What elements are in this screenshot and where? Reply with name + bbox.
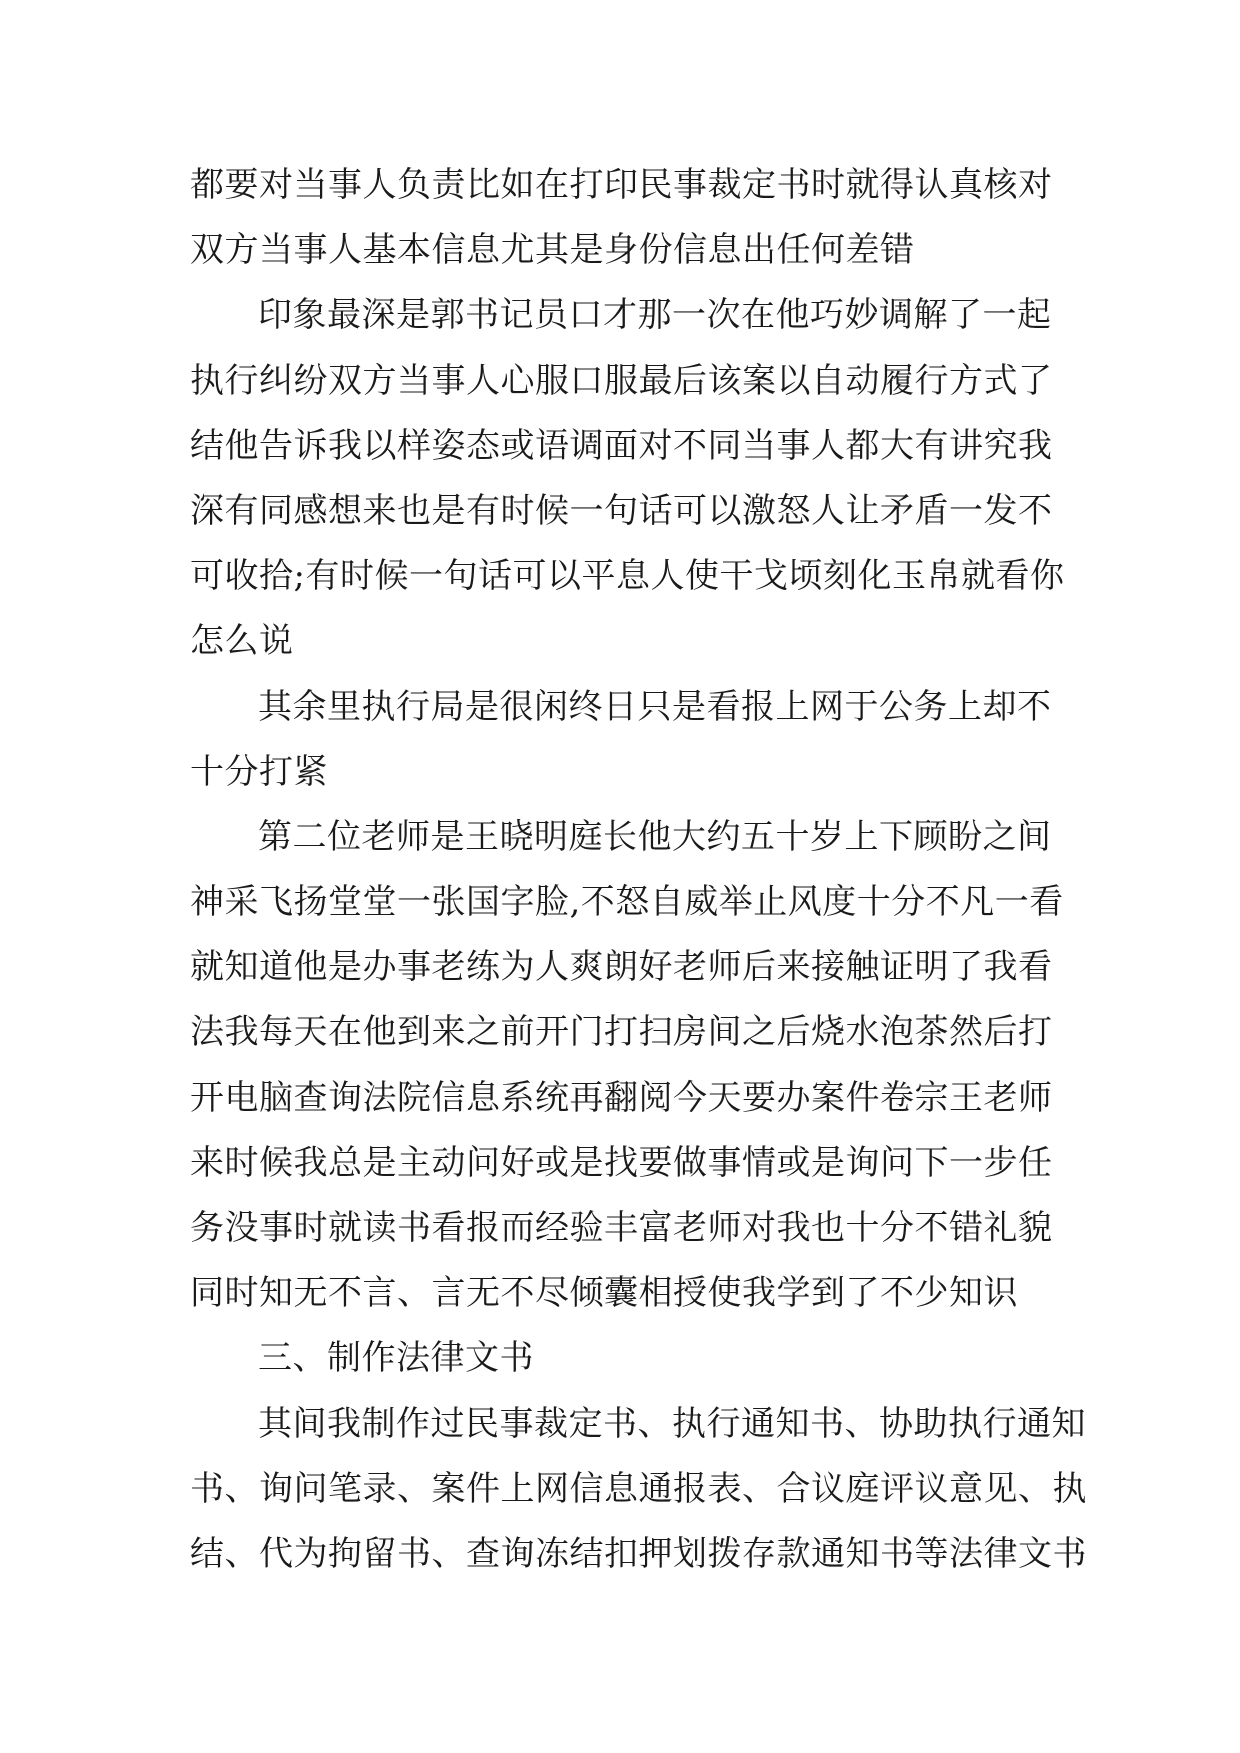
text-line: 务没事时就读书看报而经验丰富老师对我也十分不错礼貌 (190, 1208, 1053, 1248)
text-line: 可收拾;有时候一句话可以平息人使干戈顷刻化玉帛就看你 (190, 556, 1065, 597)
text-line: 双方当事人基本信息尤其是身份信息出任何差错 (190, 230, 915, 271)
text-line: 十分打紧 (190, 751, 328, 792)
text-line: 执行纠纷双方当事人心服口服最后该案以自动履行方式了 (190, 360, 1053, 401)
text-line: 结、代为拘留书、查询冻结扣押划拨存款通知书等法律文书 (190, 1533, 1087, 1574)
text-line: 结他告诉我以样姿态或语调面对不同当事人都大有讲究我 (190, 425, 1053, 466)
text-line: 第二位老师是王晓明庭长他大约五十岁上下顾盼之间 (258, 816, 1052, 857)
text-line: 来时候我总是主动问好或是找要做事情或是询问下一步任 (190, 1142, 1053, 1183)
text-line: 神采飞扬堂堂一张国字脸,不怒自威举止风度十分不凡一看 (190, 882, 1064, 923)
text-line: 其余里执行局是很闲终日只是看报上网于公务上却不 (258, 686, 1052, 727)
document-body (190, 153, 1087, 1587)
text-line: 印象最深是郭书记员口才那一次在他巧妙调解了一起 (258, 295, 1052, 336)
text-line: 开电脑查询法院信息系统再翻阅今天要办案件卷宗王老师 (190, 1077, 1053, 1118)
text-line: 就知道他是办事老练为人爽朗好老师后来接触证明了我看 (190, 947, 1053, 988)
text-line: 深有同感想来也是有时候一句话可以激怒人让矛盾一发不 (190, 490, 1053, 531)
section-heading: 三、制作法律文书 (258, 1338, 534, 1379)
text-line: 同时知无不言、言无不尽倾囊相授使我学到了不少知识 (190, 1273, 1018, 1314)
text-line: 其间我制作过民事裁定书、执行通知书、协助执行通知 (258, 1403, 1086, 1444)
text-line: 都要对当事人负责比如在打印民事裁定书时就得认真核对 (190, 165, 1053, 205)
text-line: 书、询问笔录、案件上网信息通报表、合议庭评议意见、执 (190, 1468, 1087, 1509)
text-line: 法我每天在他到来之前开门打扫房间之后烧水泡茶然后打 (190, 1012, 1053, 1053)
text-line: 怎么说 (190, 621, 294, 662)
